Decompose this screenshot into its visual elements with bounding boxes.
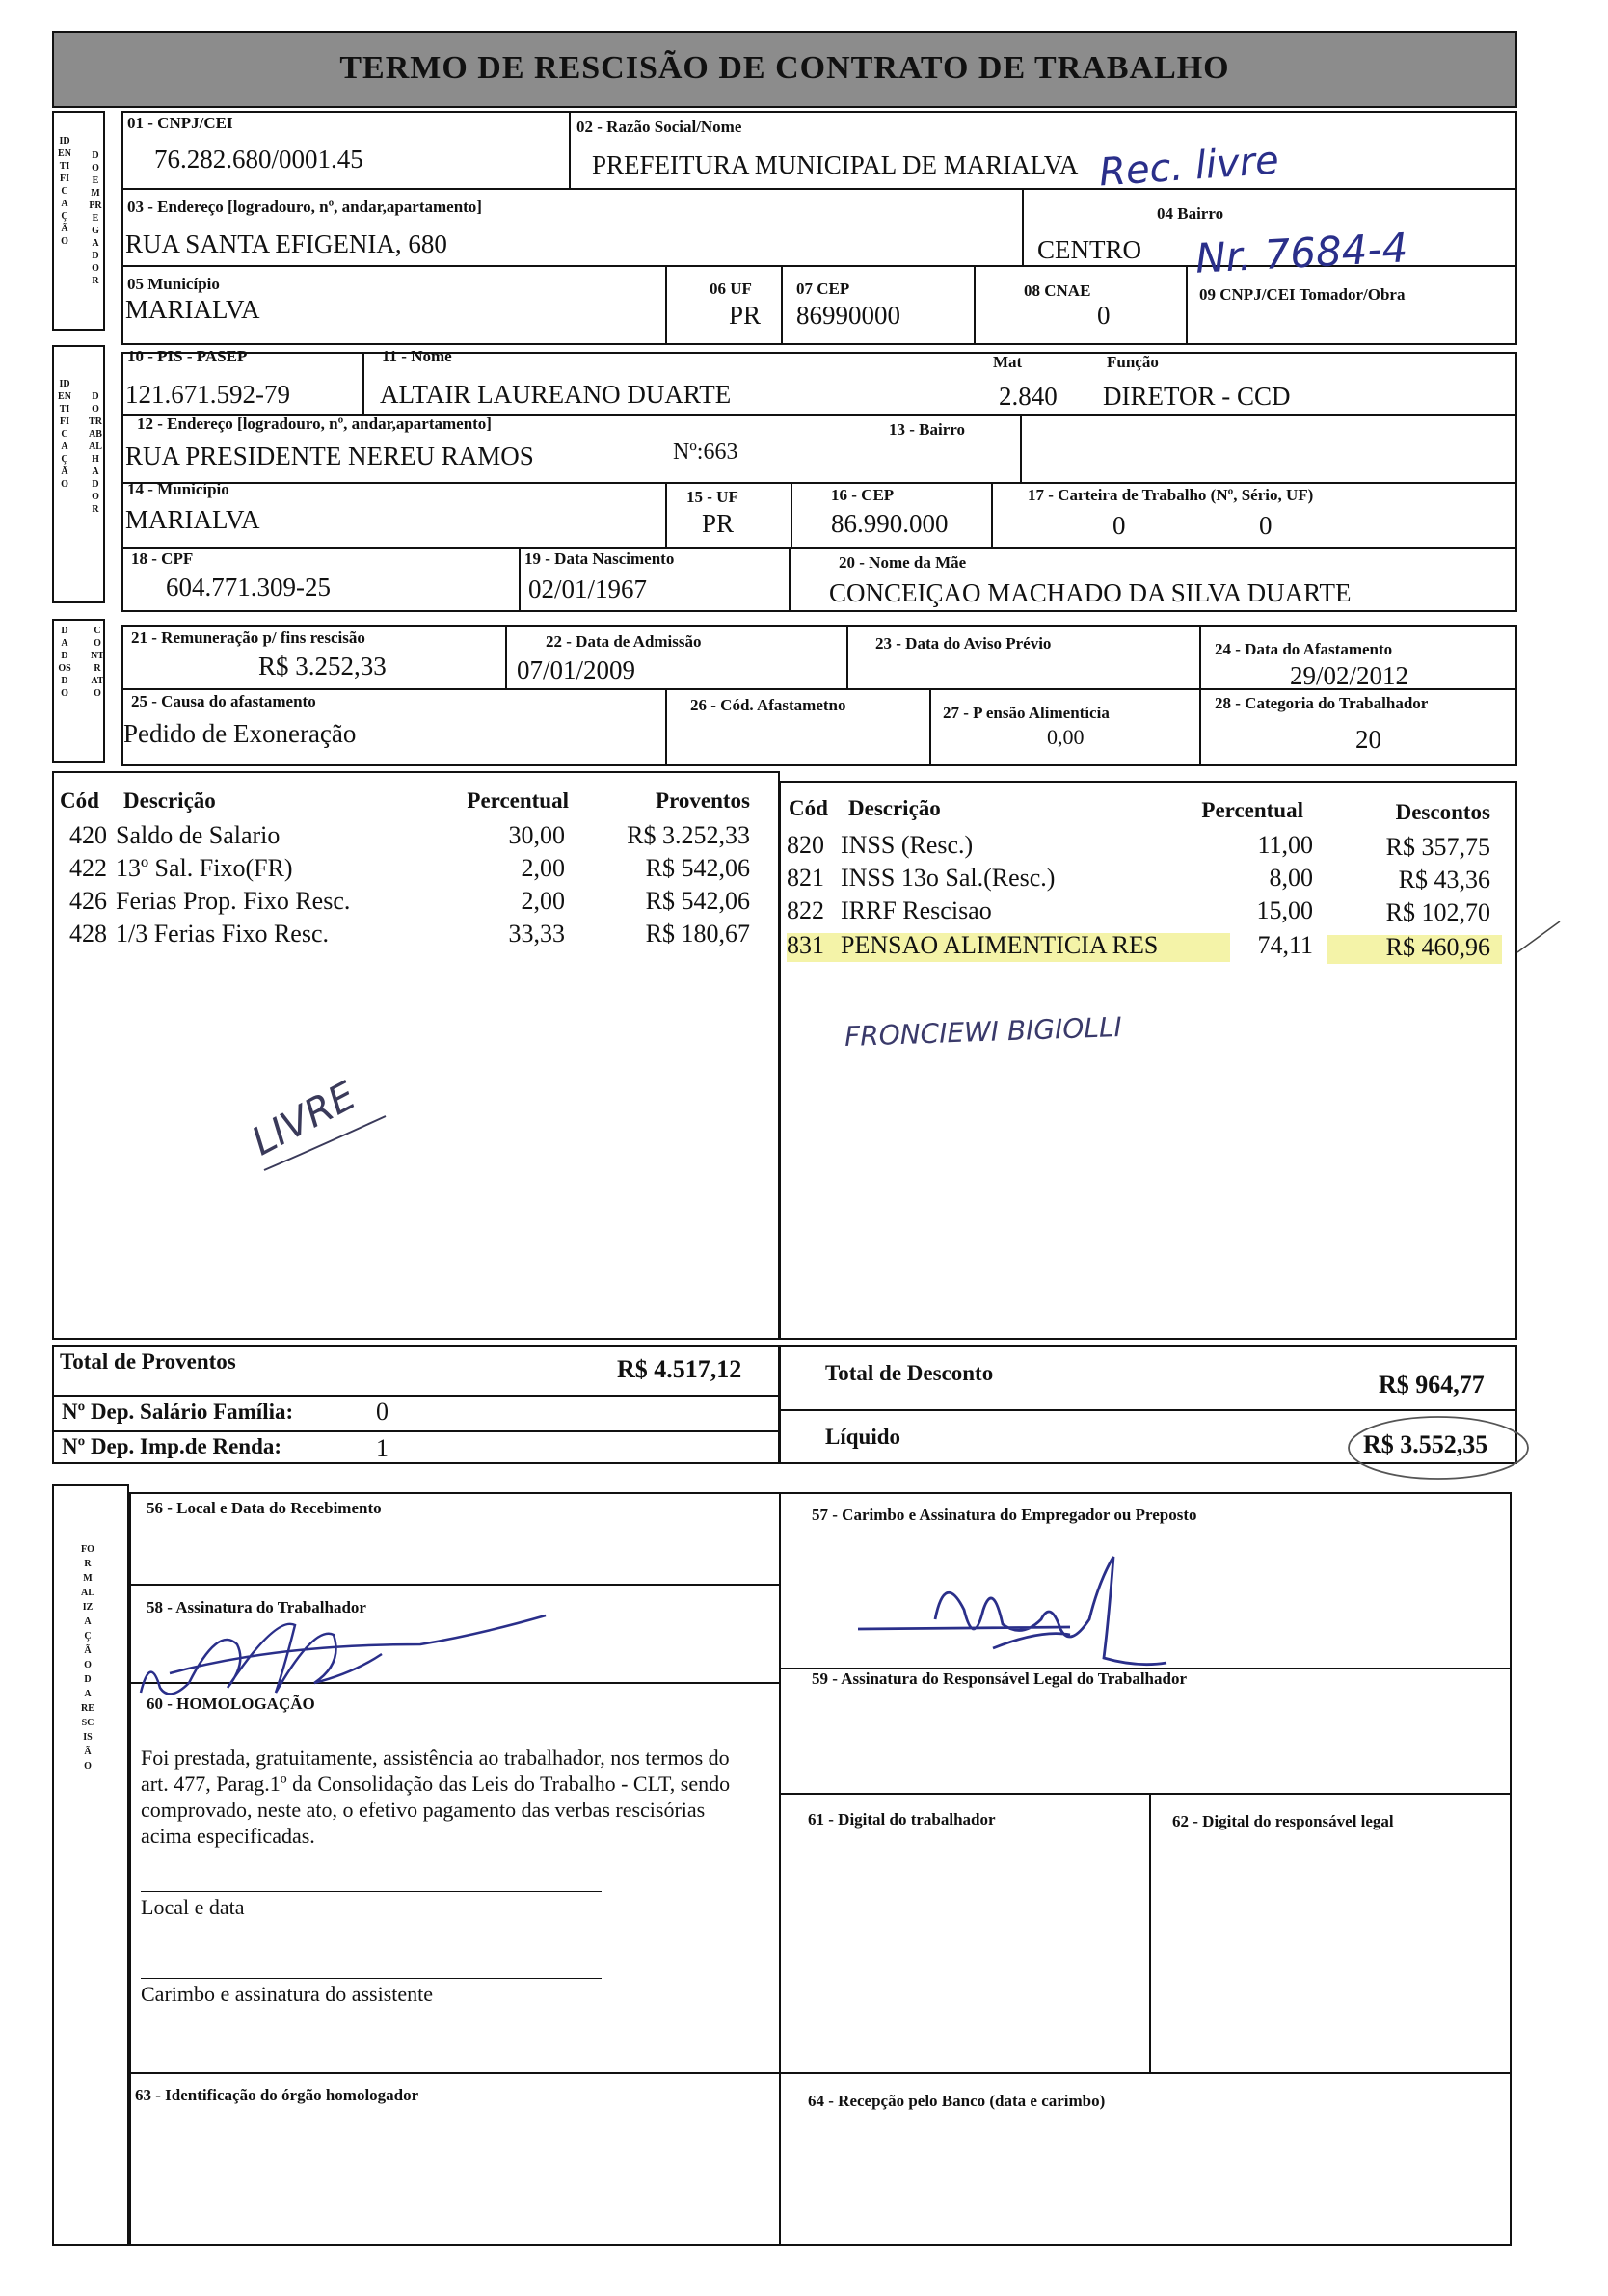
categoria-label: 28 - Categoria do Trabalhador: [1215, 694, 1429, 712]
pensao-label: 27 - P ensão Alimentícia: [943, 704, 1110, 722]
descontos-cod: 820: [787, 831, 824, 859]
nome-value: ALTAIR LAUREANO DUARTE: [380, 380, 732, 409]
uf-trabalhador-label: 15 - UF: [686, 488, 738, 506]
descontos-header-perc: Percentual: [1201, 798, 1303, 822]
liquido-value: R$ 3.552,35: [1363, 1430, 1488, 1458]
causa-value: Pedido de Exoneração: [123, 719, 357, 748]
salario-familia-value: 0: [376, 1398, 389, 1426]
f58-label: 58 - Assinatura do Trabalhador: [147, 1598, 366, 1616]
razao-value: PREFEITURA MUNICIPAL DE MARIALVA: [592, 150, 1079, 179]
f63-label: 63 - Identificação do órgão homologador: [135, 2086, 419, 2104]
proventos-perc: 33,33: [508, 920, 565, 948]
funcao-value: DIRETOR - CCD: [1103, 382, 1291, 411]
uf-empregador-label: 06 UF: [710, 280, 752, 298]
cnae-value: 0: [1097, 301, 1111, 330]
razao-label: 02 - Razão Social/Nome: [576, 118, 742, 136]
imp-renda-value: 1: [376, 1434, 389, 1462]
proventos-cod: 422: [69, 854, 107, 882]
cep-empregador-value: 86990000: [796, 301, 900, 330]
endereco-trabalhador-value: RUA PRESIDENTE NEREU RAMOS: [125, 441, 534, 470]
causa-label: 25 - Causa do afastamento: [131, 692, 316, 710]
proventos-valor: R$ 542,06: [645, 887, 750, 915]
pensao-value: 0,00: [1047, 725, 1085, 749]
endereco-empregador-value: RUA SANTA EFIGENIA, 680: [125, 229, 447, 258]
carimbo-assistente-label: Carimbo e assinatura do assistente: [141, 1982, 434, 2006]
bairro-trabalhador-label: 13 - Bairro: [889, 420, 966, 439]
uf-empregador-value: PR: [729, 301, 762, 330]
proventos-perc: 30,00: [508, 821, 565, 849]
admissao-value: 07/01/2009: [517, 655, 636, 684]
homologacao-text: Foi prestada, gratuitamente, assistência ao trabalhador, nos termos do art. 477, Parag.1º da Consolidação das Leis do Trabalho - CLT, sendo comprovado, neste ato, o efetivo pagamento das verbas rescisórias acima especificadas.: [141, 1746, 731, 1848]
descontos-valor: R$ 460,96: [1385, 933, 1490, 961]
municipio-trabalhador-value: MARIALVA: [125, 505, 260, 534]
ctps-serie-value: 0: [1259, 511, 1273, 540]
livre-underline-icon: [260, 1108, 395, 1176]
aviso-previo-label: 23 - Data do Aviso Prévio: [875, 634, 1052, 653]
worker-side-label-b: DO TRABALHADOR: [89, 391, 102, 515]
contract-side-label-a: DADOS DO: [58, 626, 71, 699]
proventos-desc: 1/3 Ferias Fixo Resc.: [116, 920, 329, 948]
employer-side-label-b: DO EMPREGADOR: [89, 150, 102, 286]
descontos-perc: 11,00: [1257, 831, 1313, 859]
descontos-header-valor: Descontos: [1395, 800, 1490, 824]
endereco-trabalhador-label: 12 - Endereço [logradouro, nº, andar,apartamento]: [137, 414, 492, 433]
descontos-desc: PENSAO ALIMENTICIA RES: [841, 931, 1159, 959]
descontos-cod: 821: [787, 864, 824, 892]
tomador-label: 09 CNPJ/CEI Tomador/Obra: [1199, 285, 1406, 304]
descontos-perc: 74,11: [1257, 931, 1313, 959]
descontos-valor: R$ 102,70: [1385, 898, 1490, 926]
cep-empregador-label: 07 CEP: [796, 280, 850, 298]
contract-side-label-b: CONTRATO: [91, 626, 104, 699]
descontos-header-cod: Cód: [789, 796, 828, 820]
title-bar: [52, 31, 1517, 108]
local-data-label: Local e data: [141, 1895, 245, 1919]
cnae-label: 08 CNAE: [1024, 281, 1091, 300]
descontos-perc: 15,00: [1256, 896, 1313, 924]
descontos-valor: R$ 357,75: [1385, 833, 1490, 861]
proventos-desc: 13º Sal. Fixo(FR): [116, 854, 293, 882]
total-proventos-value: R$ 4.517,12: [617, 1355, 742, 1383]
remuneracao-value: R$ 3.252,33: [258, 652, 387, 681]
employer-side-label-a: IDENTIFICAÇÃO: [58, 136, 71, 247]
descontos-desc: INSS (Resc.): [841, 831, 974, 859]
mat-label: Mat: [993, 353, 1023, 371]
proventos-header-valor: Proventos: [656, 788, 750, 813]
document-title: TERMO DE RESCISÃO DE CONTRATO DE TRABALHO: [339, 50, 1230, 86]
nascimento-value: 02/01/1967: [528, 574, 648, 603]
handwritten-note-number: Nr. 7684-4: [1193, 224, 1409, 282]
bairro-empregador-value: CENTRO: [1037, 235, 1141, 264]
descontos-perc: 8,00: [1269, 864, 1313, 892]
worker-side-label-a: IDENTIFICAÇÃO: [58, 379, 71, 490]
cnpj-value: 76.282.680/0001.45: [154, 145, 363, 174]
proventos-cod: 426: [69, 887, 107, 915]
tick-mark-icon: [1515, 914, 1564, 962]
descontos-cod: 822: [787, 896, 824, 924]
descontos-cod: 831: [787, 931, 824, 959]
proventos-header-desc: Descrição: [123, 788, 216, 813]
municipio-empregador-value: MARIALVA: [125, 295, 260, 324]
proventos-perc: 2,00: [521, 854, 565, 882]
handwritten-note-rec-livre: Rec. livre: [1097, 138, 1281, 196]
municipio-trabalhador-label: 14 - Município: [127, 480, 229, 498]
proventos-valor: R$ 3.252,33: [627, 821, 750, 849]
total-descontos-value: R$ 964,77: [1379, 1371, 1485, 1399]
f61-label: 61 - Digital do trabalhador: [808, 1810, 996, 1829]
total-proventos-label: Total de Proventos: [60, 1349, 236, 1374]
proventos-desc: Ferias Prop. Fixo Resc.: [116, 887, 351, 915]
descontos-desc: IRRF Rescisao: [841, 896, 992, 924]
afastamento-label: 24 - Data do Afastamento: [1215, 640, 1393, 658]
mae-label: 20 - Nome da Mãe: [839, 553, 967, 572]
descontos-header-desc: Descrição: [848, 796, 941, 820]
handwritten-note-livre: LIVRE: [244, 1073, 363, 1165]
employer-signature-icon: [848, 1552, 1195, 1677]
bairro-empregador-label: 04 Bairro: [1157, 204, 1224, 223]
f59-label: 59 - Assinatura do Responsável Legal do Trabalhador: [812, 1669, 1188, 1688]
f57-label: 57 - Carimbo e Assinatura do Empregador ou Preposto: [812, 1506, 1197, 1524]
nascimento-label: 19 - Data Nascimento: [524, 549, 675, 568]
proventos-valor: R$ 180,67: [645, 920, 750, 948]
cpf-label: 18 - CPF: [131, 549, 194, 568]
f56-label: 56 - Local e Data do Recebimento: [147, 1499, 382, 1517]
handwritten-note-name: FRONCIEWI BIGIOLLI: [844, 1010, 1123, 1054]
formalization-side-label: FORMALIZAÇÃO DA RESCISÃO: [81, 1544, 94, 1772]
worker-signature-icon: [131, 1587, 555, 1722]
proventos-perc: 2,00: [521, 887, 565, 915]
proventos-cod: 428: [69, 920, 107, 948]
total-descontos-label: Total de Desconto: [825, 1361, 994, 1385]
cep-trabalhador-label: 16 - CEP: [831, 486, 895, 504]
categoria-value: 20: [1355, 725, 1381, 754]
numero-value: Nº:663: [673, 440, 738, 465]
proventos-valor: R$ 542,06: [645, 854, 750, 882]
admissao-label: 22 - Data de Admissão: [546, 632, 702, 651]
pis-value: 121.671.592-79: [125, 380, 290, 409]
pis-label: 10 - PIS - PASEP: [127, 347, 248, 365]
salario-familia-label: Nº Dep. Salário Família:: [62, 1400, 294, 1424]
proventos-desc: Saldo de Salario: [116, 821, 281, 849]
imp-renda-label: Nº Dep. Imp.de Renda:: [62, 1434, 282, 1458]
funcao-label: Função: [1107, 353, 1159, 371]
liquido-label: Líquido: [825, 1425, 900, 1449]
f64-label: 64 - Recepção pelo Banco (data e carimbo): [808, 2092, 1106, 2110]
proventos-header-perc: Percentual: [467, 788, 569, 813]
mae-value: CONCEIÇAO MACHADO DA SILVA DUARTE: [829, 578, 1352, 607]
ctps-label: 17 - Carteira de Trabalho (Nº, Sério, UF): [1028, 486, 1314, 504]
cpf-value: 604.771.309-25: [166, 573, 331, 601]
descontos-desc: INSS 13o Sal.(Resc.): [841, 864, 1056, 892]
proventos-header-cod: Cód: [60, 788, 99, 813]
f62-label: 62 - Digital do responsável legal: [1172, 1812, 1394, 1830]
afastamento-value: 29/02/2012: [1290, 661, 1409, 690]
cep-trabalhador-value: 86.990.000: [831, 509, 949, 538]
mat-value: 2.840: [999, 382, 1058, 411]
proventos-cod: 420: [69, 821, 107, 849]
liquido-circle-icon: [1342, 1409, 1535, 1486]
ctps-numero-value: 0: [1112, 511, 1126, 540]
nome-label: 11 - Nome: [382, 347, 452, 365]
endereco-empregador-label: 03 - Endereço [logradouro, nº, andar,apartamento]: [127, 198, 482, 216]
uf-trabalhador-value: PR: [702, 509, 735, 538]
descontos-valor: R$ 43,36: [1398, 866, 1490, 894]
f60-label: 60 - HOMOLOGAÇÃO: [147, 1695, 315, 1713]
cnpj-label: 01 - CNPJ/CEI: [127, 114, 233, 132]
remuneracao-label: 21 - Remuneração p/ fins rescisão: [131, 628, 365, 647]
municipio-empregador-label: 05 Município: [127, 275, 220, 293]
cod-afastamento-label: 26 - Cód. Afastametno: [690, 696, 846, 714]
